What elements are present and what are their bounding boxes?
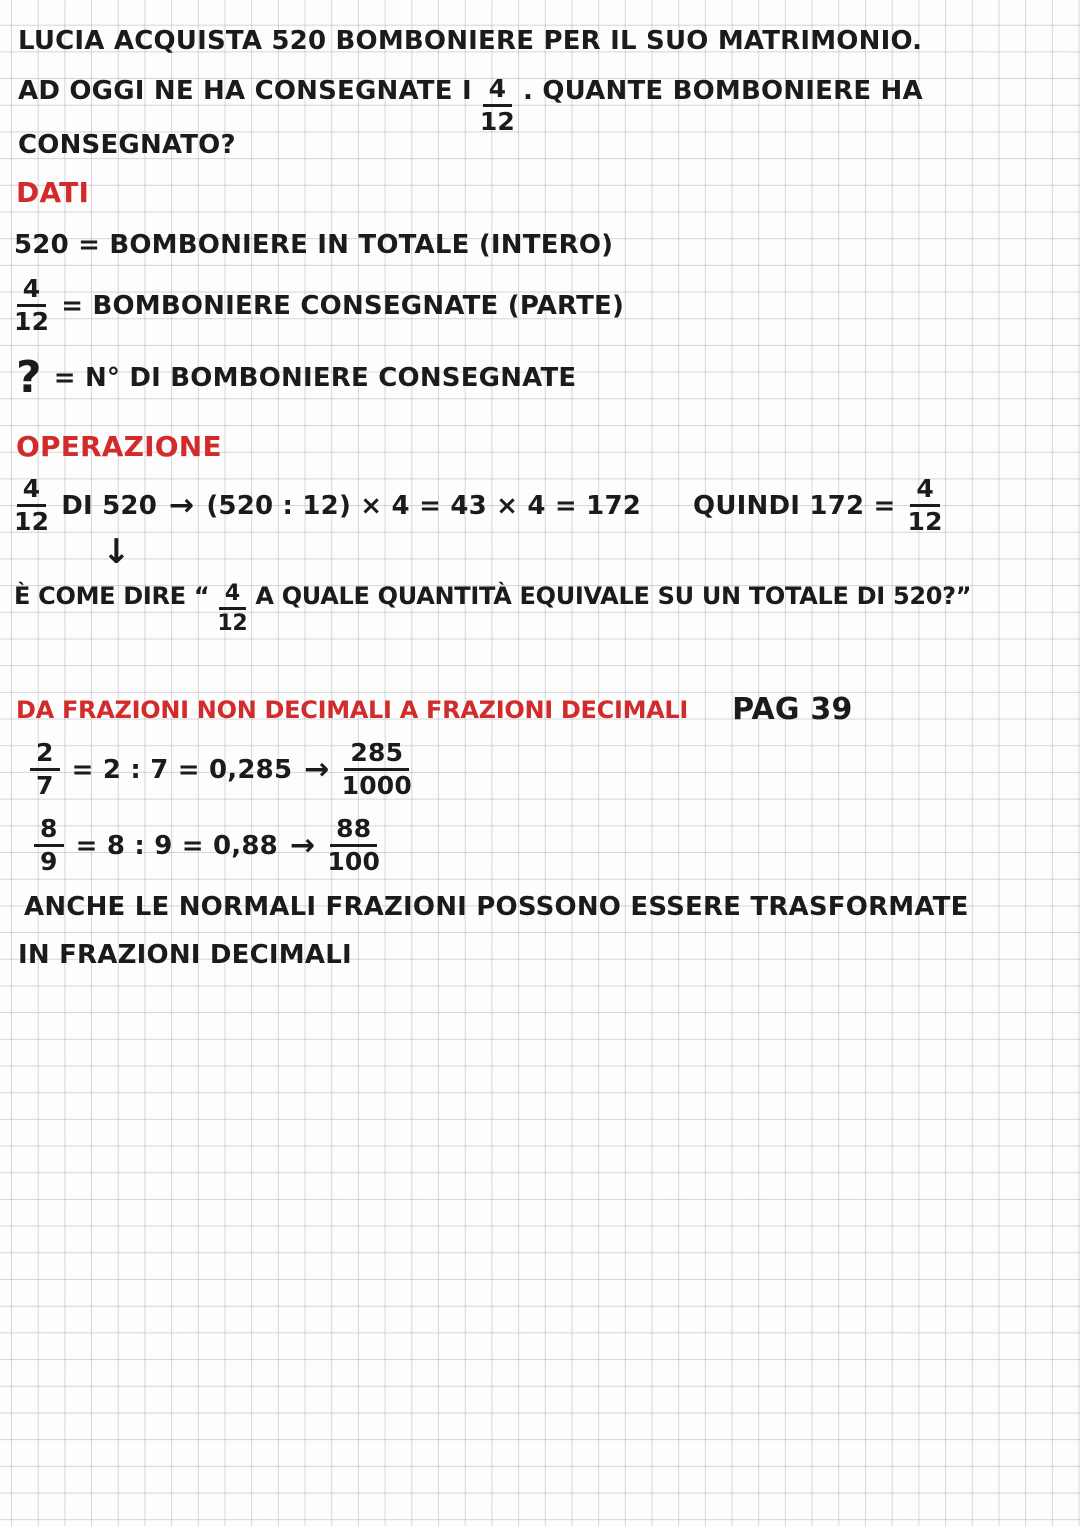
operazione-di-520: DI 520 bbox=[61, 490, 157, 521]
explanation-pre: È COME DIRE “ bbox=[14, 582, 210, 610]
example-1-equation: = 2 : 7 = 0,285 bbox=[71, 754, 293, 785]
fraction-285-1000: $\frac{285}{1000}$ bbox=[341, 738, 412, 801]
explanation-post: A QUALE QUANTITÀ EQUIVALE SU UN TOTALE DI 520?” bbox=[255, 582, 972, 610]
decimali-page-ref: PAG 39 bbox=[732, 692, 853, 727]
fraction-4-12: $\frac{4}{12}$ bbox=[217, 581, 248, 637]
down-arrow-icon: ↓ bbox=[102, 532, 131, 572]
right-arrow-icon: → bbox=[168, 488, 195, 524]
operazione-explanation bbox=[14, 582, 971, 635]
operazione-calc-row bbox=[14, 476, 943, 536]
example-2-equation: = 8 : 9 = 0,88 bbox=[75, 830, 278, 861]
decimali-note-1: ANCHE LE NORMALI FRAZIONI POSSONO ESSERE TRASFORMATE bbox=[24, 892, 969, 922]
dati-row-totale: 520 = BOMBONIERE IN TOTALE (INTERO) bbox=[14, 230, 614, 260]
fraction-2-7: $\frac{2}{7}$ bbox=[30, 740, 60, 800]
decimali-note-2: IN FRAZIONI DECIMALI bbox=[18, 940, 352, 970]
fraction-4-12: $\frac{4}{12}$ bbox=[14, 274, 50, 337]
decimali-example-1 bbox=[30, 740, 412, 800]
dati-row-incognita-text: = N° DI BOMBONIERE CONSEGNATE bbox=[53, 363, 577, 393]
problem-line-2-pre: AD OGGI NE HA CONSEGNATE I bbox=[18, 76, 472, 106]
decimali-header: DA FRAZIONI NON DECIMALI A FRAZIONI DECIMALI bbox=[16, 695, 689, 724]
dati-header: DATI bbox=[16, 176, 90, 209]
problem-line-1: LUCIA ACQUISTA 520 BOMBONIERE PER IL SUO MATRIMONIO. bbox=[18, 26, 923, 56]
fraction-result-4-12: $\frac{4}{12}$ bbox=[907, 474, 943, 537]
dati-row-parte bbox=[14, 276, 624, 336]
dati-row-incognita bbox=[16, 352, 577, 403]
operazione-expression: (520 : 12) × 4 = 43 × 4 = 172 bbox=[206, 490, 642, 521]
operazione-quindi: QUINDI 172 = bbox=[693, 490, 896, 521]
question-mark-symbol: ? bbox=[16, 352, 42, 403]
fraction-4-12: $\frac{4}{12}$ bbox=[14, 474, 50, 537]
problem-line-2 bbox=[18, 76, 923, 136]
problem-line-2-post: . QUANTE BOMBONIERE HA bbox=[523, 76, 923, 106]
fraction-88-100: $\frac{88}{100}$ bbox=[327, 814, 381, 877]
decimali-example-2 bbox=[34, 816, 380, 876]
decimali-header-row bbox=[16, 692, 853, 727]
dati-row-parte-text: = BOMBONIERE CONSEGNATE (PARTE) bbox=[61, 290, 625, 321]
problem-line-3: CONSEGNATO? bbox=[18, 130, 236, 160]
right-arrow-icon: → bbox=[289, 828, 316, 864]
right-arrow-icon: → bbox=[304, 752, 330, 788]
fraction-4-12: $\frac{4}{12}$ bbox=[479, 74, 516, 137]
fraction-8-9: $\frac{8}{9}$ bbox=[34, 816, 64, 876]
operazione-header: OPERAZIONE bbox=[16, 430, 222, 463]
